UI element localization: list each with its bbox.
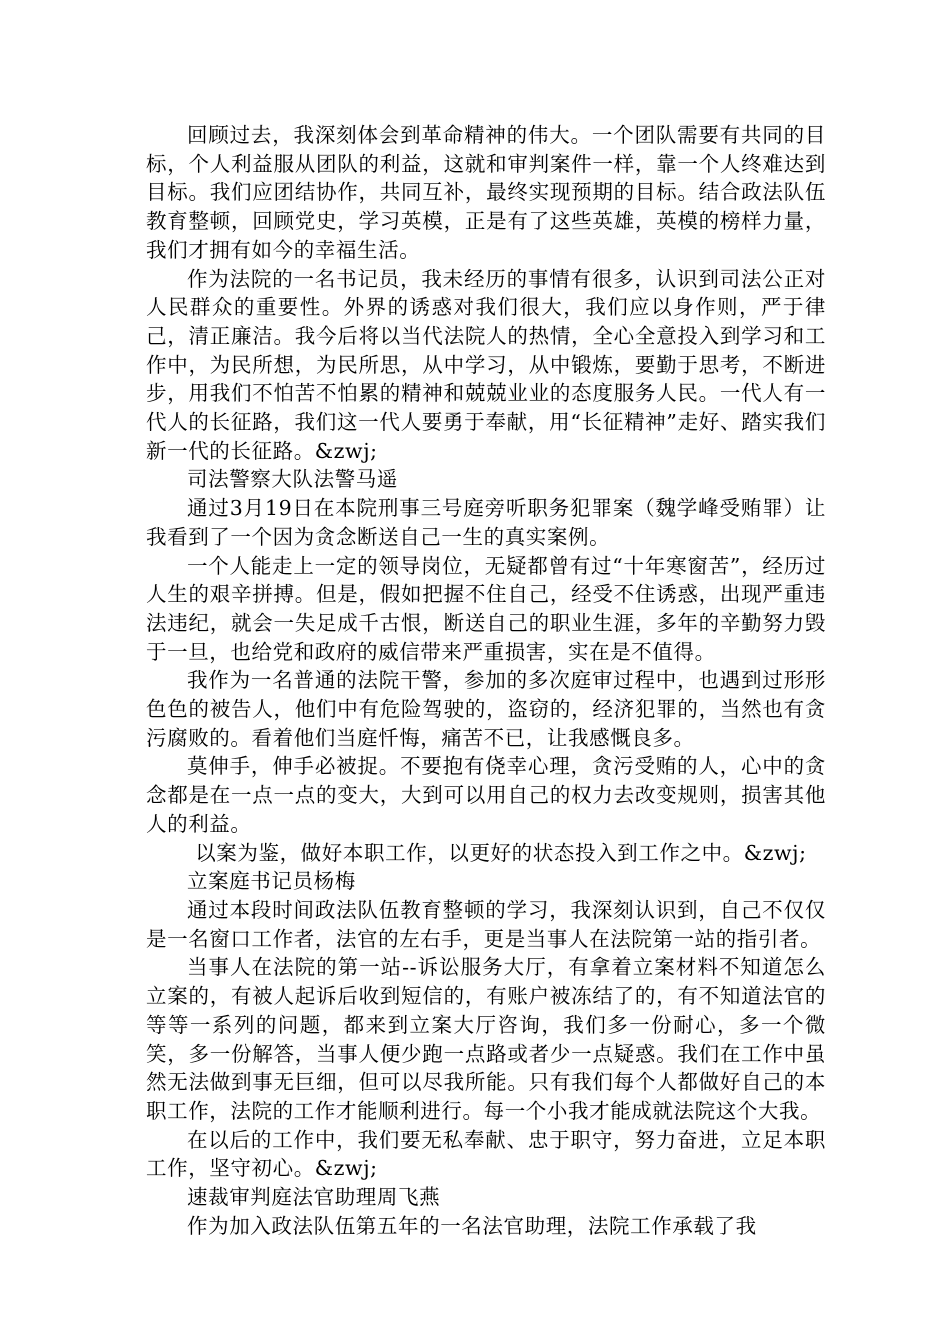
paragraph-lesson-from-case: 以案为鉴，做好本职工作，以更好的状态投入到工作之中。&zwj; [195, 840, 807, 865]
paragraph-leadership-warning: 一个人能走上一定的领导岗位，无疑都曾有过“十年寒窗苦”，经历过人生的艰辛拼搏。但是，假如把握不住自己，经受不住诱惑，出现严重违法违纪，就会一失足成千古恨，断送自己的职业生涯，多年的辛勤努力毁于一旦，也给党和政府的威信带来严重损害，实在是不值得。 [146, 553, 826, 664]
paragraph-court-officer: 我作为一名普通的法院干警，参加的多次庭审过程中，也遇到过形形色色的被告人，他们中有危险驾驶的，盗窃的，经济犯罪的，当然也有贪污腐败的。看着他们当庭忏悔，痛苦不已，让我感慨良多。 [146, 668, 826, 750]
paragraph-court-clerk: 作为法院的一名书记员，我未经历的事情有很多，认识到司法公正对人民群众的重要性。外界的诱惑对我们很大，我们应以身作则，严于律己，清正廉洁。我今后将以当代法院人的热情，全心全意投入到学习和工作中，为民所想，为民所思，从中学习，从中锻炼，要勤于思考，不断进步，用我们不怕苦不怕累的精神和兢兢业业的态度服务人民。一代人有一代人的长征路，我们这一代人要勇于奉献，用“长征精神”走好、踏实我们新一代的长征路。&zwj; [146, 266, 826, 463]
paragraph-service-hall: 当事人在法院的第一站--诉讼服务大厅，有拿着立案材料不知道怎么立案的，有被人起诉后收到短信的，有账户被冻结了的，有不知道法官的等等一系列的问题，都来到立案大厅咨询，我们多一份耐心，多一个微笑，多一份解答，当事人便少跑一点路或者少一点疑惑。我们在工作中虽然无法做到事无巨细，但可以尽我所能。只有我们每个人都做好自己的本职工作，法院的工作才能顺利进行。每一个小我才能成就法院这个大我。 [146, 955, 826, 1123]
author-heading-yang-mei: 立案庭书记员杨梅 [187, 869, 356, 894]
paragraph-window-worker: 通过本段时间政法队伍教育整顿的学习，我深刻认识到，自己不仅仅是一名窗口工作者，法官的左右手，更是当事人在法院第一站的指引者。 [146, 897, 826, 951]
paragraph-future-work: 在以后的工作中，我们要无私奉献、忠于职守，努力奋进，立足本职工作，坚守初心。&zwj; [146, 1127, 826, 1181]
document-body [146, 121, 826, 1240]
author-heading-zhou-feiyan: 速裁审判庭法官助理周飞燕 [187, 1185, 441, 1210]
paragraph-case-observation: 通过3月19日在本院刑事三号庭旁听职务犯罪案（魏学峰受贿罪）让我看到了一个因为贪念断送自己一生的真实案例。 [146, 496, 826, 549]
paragraph-review-past: 回顾过去，我深刻体会到革命精神的伟大。一个团队需要有共同的目标，个人利益服从团队的利益，这就和审判案件一样，靠一个人终难达到目标。我们应团结协作，共同互补，最终实现预期的目标。结合政法队伍教育整顿，回顾党史，学习英模，正是有了这些英雄，英模的榜样力量，我们才拥有如今的幸福生活。 [146, 123, 826, 262]
paragraph-judge-assistant: 作为加入政法队伍第五年的一名法官助理，法院工作承载了我 [187, 1213, 757, 1238]
paragraph-no-bribery: 莫伸手，伸手必被捉。不要抱有侥幸心理，贪污受贿的人，心中的贪念都是在一点一点的变大，大到可以用自己的权力去改变规则，损害其他人的利益。 [146, 754, 826, 836]
author-heading-ma-yao: 司法警察大队法警马遥 [187, 467, 398, 492]
